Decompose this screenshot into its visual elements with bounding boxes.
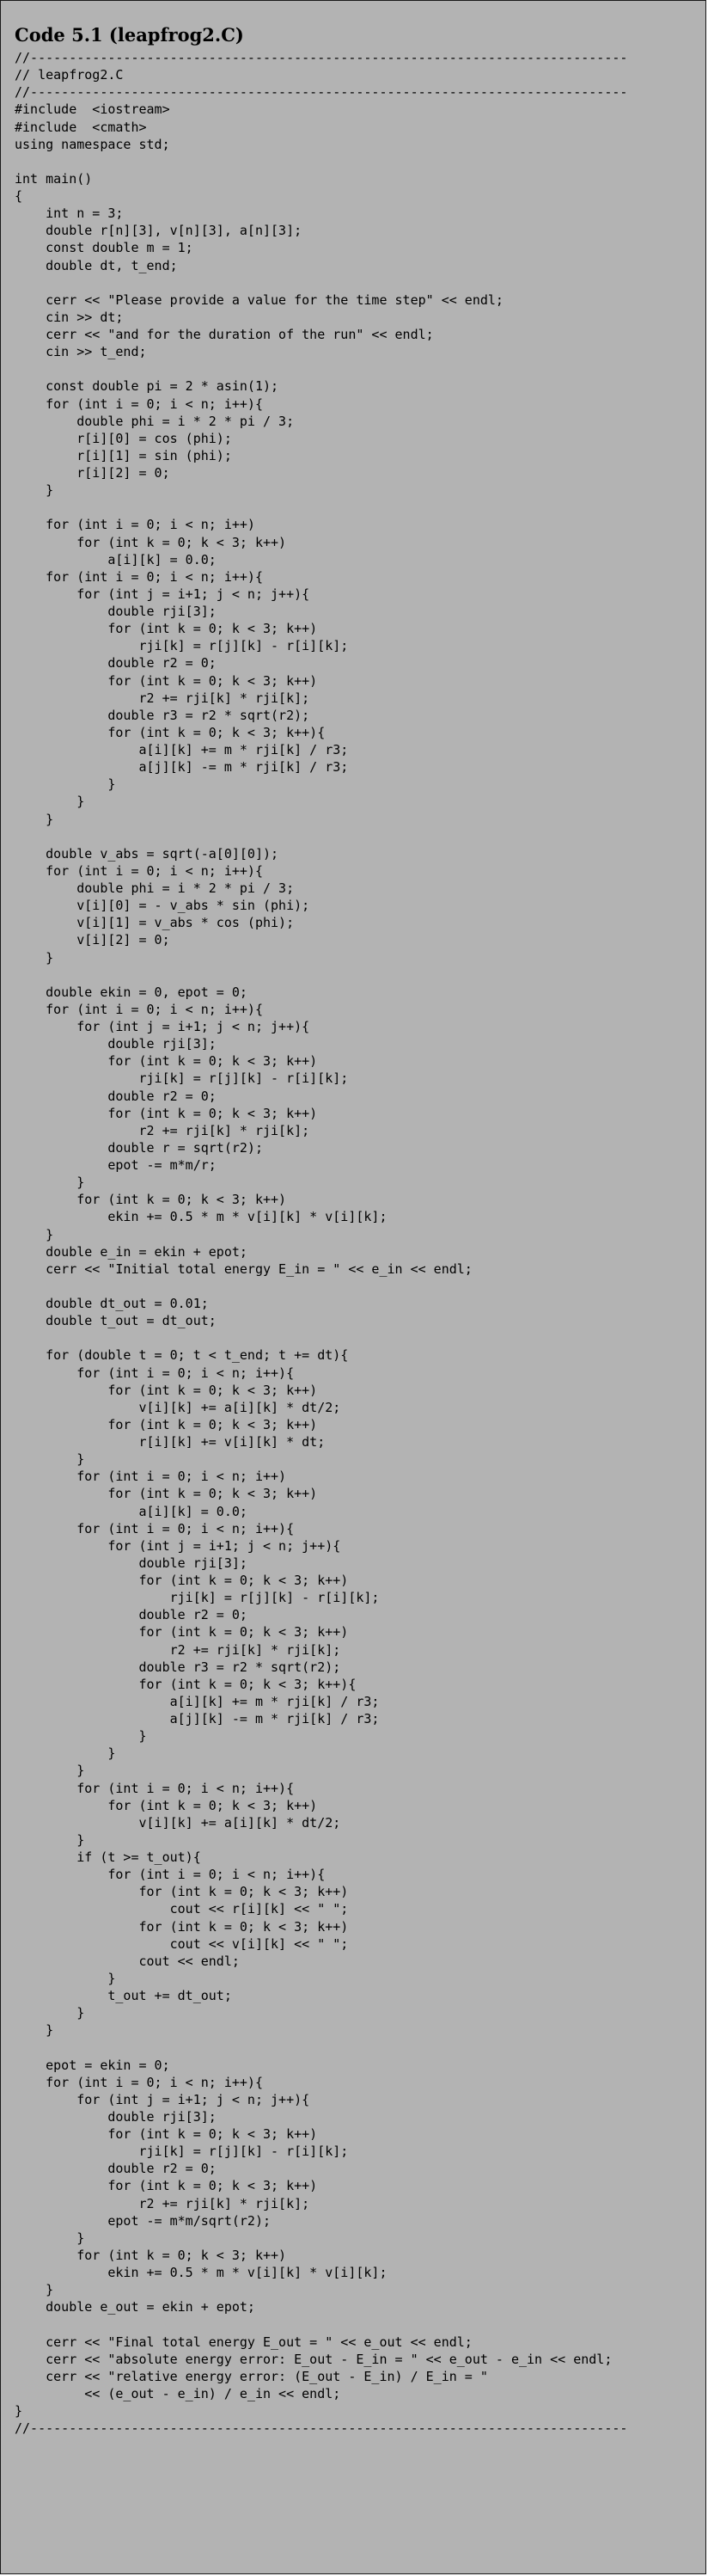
code-line: for (int k = 0; k < 3; k++) [15, 621, 318, 637]
code-line: for (int k = 0; k < 3; k++) [15, 2126, 318, 2142]
code-line: double rji[3]; [15, 1555, 247, 1571]
code-line: for (int i = 0; i < n; i++){ [15, 1520, 295, 1536]
code-line: double r2 = 0; [15, 1088, 217, 1104]
code-line: } [15, 482, 54, 499]
code-line: v[i][k] += a[i][k] * dt/2; [15, 1399, 341, 1415]
code-line: cout << r[i][k] << " "; [15, 1901, 349, 1917]
code-line: a[i][k] = 0.0; [15, 1503, 247, 1519]
code-line: } [15, 1970, 116, 1986]
code-line: r[i][k] += v[i][k] * dt; [15, 1434, 326, 1450]
code-line: for (int i = 0; i < n; i++) [15, 517, 255, 533]
code-line: } [15, 1831, 85, 1848]
code-line: for (int i = 0; i < n; i++){ [15, 862, 263, 879]
code-line: double r[n][3], v[n][3], a[n][3]; [15, 223, 302, 239]
code-line: rji[k] = r[j][k] - r[i][k]; [15, 1070, 349, 1087]
code-line [15, 360, 627, 377]
code-line: double e_out = ekin + epot; [15, 2299, 255, 2315]
code-line: r2 += rji[k] * rji[k]; [15, 690, 310, 706]
code-line: //----------------------------------------------------------------------------- [15, 2420, 628, 2437]
code-line: v[i][1] = v_abs * cos (phi); [15, 915, 295, 931]
code-line: for (int i = 0; i < n; i++){ [15, 568, 263, 585]
code-line: r2 += rji[k] * rji[k]; [15, 2195, 310, 2211]
code-line: for (int i = 0; i < n; i++){ [15, 1867, 326, 1883]
code-line: } [15, 1175, 85, 1191]
code-line: for (int i = 0; i < n; i++){ [15, 1780, 295, 1796]
code-line: } [15, 1226, 54, 1242]
code-line: t_out += dt_out; [15, 1988, 232, 2003]
code-line: for (int i = 0; i < n; i++){ [15, 2074, 263, 2090]
code-line: } [15, 794, 85, 810]
code-line: } [15, 949, 54, 966]
code-line: for (int k = 0; k < 3; k++) [15, 1192, 287, 1208]
code-line: epot -= m*m/r; [15, 1157, 217, 1173]
code-line: cerr << "absolute energy error: E_out - E_in = " << e_out - e_in << endl; [15, 2351, 613, 2367]
code-line: a[j][k] -= m * rji[k] / r3; [15, 759, 349, 776]
code-line: for (int i = 0; i < n; i++){ [15, 1365, 295, 1381]
code-line: for (int k = 0; k < 3; k++) [15, 1624, 349, 1641]
code-line: rji[k] = r[j][k] - r[i][k]; [15, 2144, 349, 2160]
code-line: for (int i = 0; i < n; i++){ [15, 396, 263, 412]
code-line: double r2 = 0; [15, 2161, 217, 2177]
code-line: a[i][k] += m * rji[k] / r3; [15, 742, 349, 757]
code-line: const double pi = 2 * asin(1); [15, 378, 279, 395]
code-line: double dt, t_end; [15, 257, 178, 273]
code-line: //----------------------------------------------------------------------------- [15, 84, 628, 101]
code-line: for (int k = 0; k < 3; k++) [15, 2247, 287, 2263]
code-line: v[i][2] = 0; [15, 932, 170, 948]
code-line: } [15, 1451, 85, 1468]
code-line: epot -= m*m/sqrt(r2); [15, 2212, 272, 2229]
code-line: v[i][k] += a[i][k] * dt/2; [15, 1814, 341, 1831]
code-line: double dt_out = 0.01; [15, 1296, 209, 1311]
code-line: for (int k = 0; k < 3; k++){ [15, 1676, 357, 1692]
code-line: for (int k = 0; k < 3; k++) [15, 1105, 318, 1121]
code-line [15, 153, 627, 170]
code-line: } [15, 1728, 147, 1745]
code-line: rji[k] = r[j][k] - r[i][k]; [15, 638, 349, 654]
code-line: } [15, 1745, 116, 1762]
code-line: if (t >= t_out){ [15, 1849, 201, 1865]
code-line: epot = ekin = 0; [15, 2057, 170, 2073]
code-line: } [15, 2005, 85, 2021]
code-line: a[i][k] += m * rji[k] / r3; [15, 1693, 380, 1709]
code-line: } [15, 776, 116, 793]
code-line: for (int k = 0; k < 3; k++) [15, 1573, 349, 1588]
code-line: double r3 = r2 * sqrt(r2); [15, 1659, 341, 1675]
code-line: r[i][0] = cos (phi); [15, 430, 232, 446]
code-line: for (int k = 0; k < 3; k++) [15, 1797, 318, 1813]
code-line: cerr << "Final total energy E_out = " << e_out << endl; [15, 2334, 473, 2350]
code-line: a[i][k] = 0.0; [15, 551, 217, 567]
code-line: cerr << "Initial total energy E_in = " << e_in << endl; [15, 1260, 473, 1277]
code-line: double e_in = ekin + epot; [15, 1243, 247, 1260]
code-line: } [15, 2403, 23, 2419]
code-line: #include <iostream> [15, 101, 170, 118]
code-line: for (int i = 0; i < n; i++) [15, 1469, 287, 1485]
code-line: double rji[3]; [15, 604, 217, 619]
code-line: { [15, 188, 23, 204]
code-listing [15, 49, 627, 2437]
code-line: for (double t = 0; t < t_end; t += dt){ [15, 1347, 349, 1364]
code-line: using namespace std; [15, 136, 170, 152]
code-line: const double m = 1; [15, 240, 193, 256]
code-line: } [15, 2282, 54, 2298]
code-line: for (int k = 0; k < 3; k++) [15, 1382, 318, 1398]
code-line: double r2 = 0; [15, 1607, 247, 1623]
code-line: double r3 = r2 * sqrt(r2); [15, 707, 310, 723]
code-line: rji[k] = r[j][k] - r[i][k]; [15, 1590, 380, 1606]
code-line: for (int j = i+1; j < n; j++){ [15, 1019, 310, 1034]
code-line: ekin += 0.5 * m * v[i][k] * v[i][k]; [15, 2265, 388, 2280]
code-line: double phi = i * 2 * pi / 3; [15, 413, 295, 429]
code-line: for (int k = 0; k < 3; k++){ [15, 724, 326, 740]
code-line: } [15, 2229, 85, 2246]
code-line: r[i][2] = 0; [15, 465, 170, 481]
code-line: double rji[3]; [15, 1036, 217, 1052]
code-line [15, 499, 627, 516]
code-line: } [15, 811, 54, 827]
code-line: cerr << "and for the duration of the run" << endl; [15, 327, 434, 342]
code-line [15, 2039, 627, 2056]
code-line [15, 966, 627, 984]
code-line: double phi = i * 2 * pi / 3; [15, 880, 295, 896]
code-line: for (int j = i+1; j < n; j++){ [15, 586, 310, 602]
code-line: } [15, 1763, 85, 1779]
code-line [15, 274, 627, 291]
code-line: double t_out = dt_out; [15, 1313, 217, 1329]
code-line: cerr << "relative energy error: (E_out - E_in) / E_in = " [15, 2368, 488, 2384]
code-line: for (int k = 0; k < 3; k++) [15, 1486, 318, 1502]
code-line: //----------------------------------------------------------------------------- [15, 50, 628, 65]
code-title: Code 5.1 (leapfrog2.C) [15, 24, 244, 46]
code-line: for (int j = i+1; j < n; j++){ [15, 1537, 341, 1554]
code-line [15, 828, 627, 845]
code-line: a[j][k] -= m * rji[k] / r3; [15, 1711, 380, 1727]
code-line: } [15, 2022, 54, 2039]
code-line: cout << v[i][k] << " "; [15, 1935, 349, 1952]
code-line: << (e_out - e_in) / e_in << endl; [15, 2385, 341, 2401]
code-line: for (int k = 0; k < 3; k++) [15, 534, 287, 550]
code-line: for (int i = 0; i < n; i++){ [15, 1001, 263, 1017]
code-line: for (int k = 0; k < 3; k++) [15, 672, 318, 689]
code-line: for (int j = i+1; j < n; j++){ [15, 2091, 310, 2107]
code-line: r[i][1] = sin (phi); [15, 447, 232, 463]
code-line: double r2 = 0; [15, 655, 217, 672]
code-line [15, 2315, 627, 2333]
code-line: cin >> dt; [15, 309, 124, 325]
code-line: #include <cmath> [15, 119, 147, 135]
code-line: ekin += 0.5 * m * v[i][k] * v[i][k]; [15, 1209, 388, 1225]
code-line: cin >> t_end; [15, 344, 147, 360]
code-line: for (int k = 0; k < 3; k++) [15, 1053, 318, 1070]
code-line: cout << endl; [15, 1953, 240, 1969]
code-line: for (int k = 0; k < 3; k++) [15, 1918, 349, 1935]
code-line: r2 += rji[k] * rji[k]; [15, 1641, 341, 1658]
code-line: for (int k = 0; k < 3; k++) [15, 2178, 318, 2194]
code-line: double r = sqrt(r2); [15, 1139, 263, 1156]
code-line: int main() [15, 170, 93, 187]
code-line: // leapfrog2.C [15, 67, 124, 83]
code-line: cerr << "Please provide a value for the time step" << endl; [15, 291, 504, 308]
code-line: for (int k = 0; k < 3; k++) [15, 1884, 349, 1900]
code-line: int n = 3; [15, 205, 124, 222]
code-line: double ekin = 0, epot = 0; [15, 984, 247, 1000]
code-line [15, 1329, 627, 1346]
code-line: double rji[3]; [15, 2108, 217, 2125]
code-line: r2 += rji[k] * rji[k]; [15, 1122, 310, 1138]
code-line: v[i][0] = - v_abs * sin (phi); [15, 898, 310, 914]
code-line [15, 1278, 627, 1295]
code-line: for (int k = 0; k < 3; k++) [15, 1416, 318, 1432]
code-line: double v_abs = sqrt(-a[0][0]); [15, 845, 279, 862]
